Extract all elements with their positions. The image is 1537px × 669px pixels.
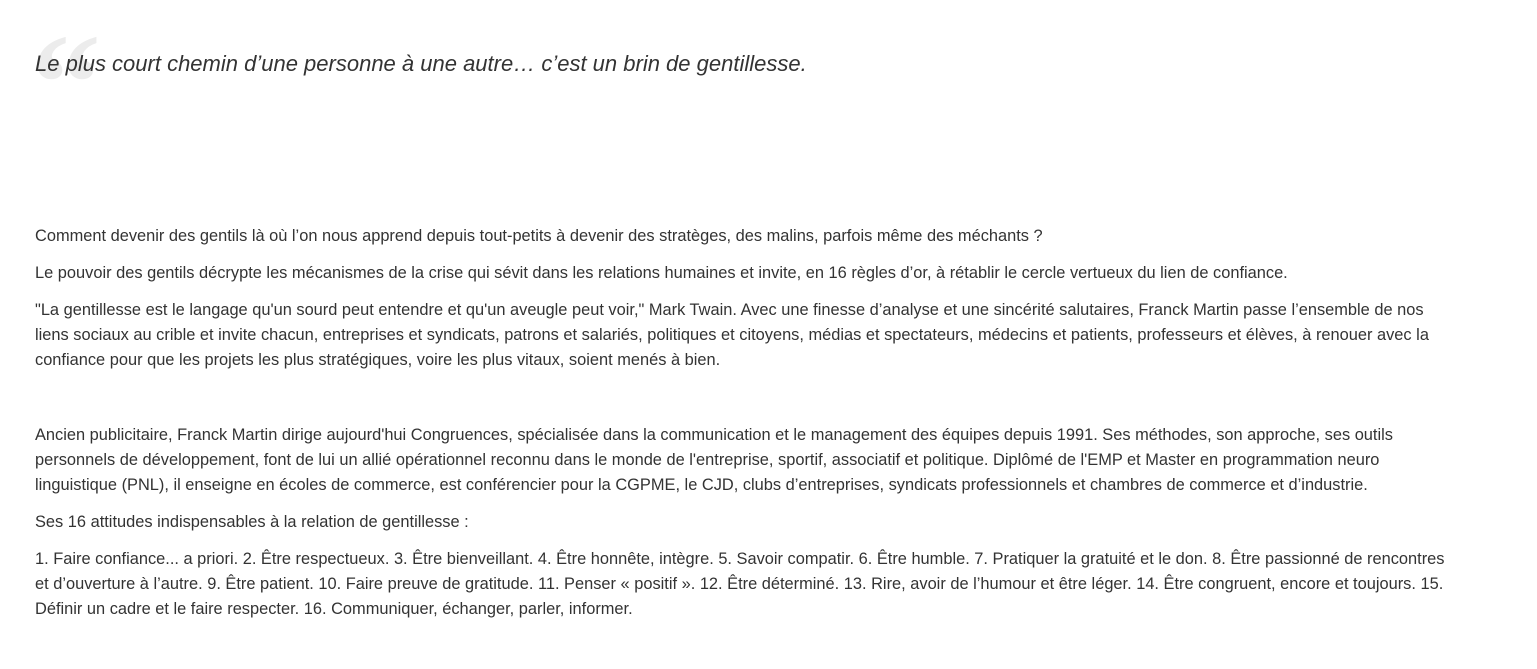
pull-quote [31, 6, 1435, 161]
description-content [35, 224, 1460, 622]
twain-quote-paragraph: "La gentillesse est le langage qu'un sourd peut entendre et qu'un aveugle peut voir," Mark Twain. Avec une finesse d’analyse et une sincérité salutaires, Franck Martin passe l’ensemble de nos liens sociaux au crible et invite chacun, entreprises et syndicats, patrons et salariés, politiques et citoyens, médias et spectateurs, médecins et patients, professeurs et élèves, à renouer avec la confiance pour que les projets les plus stratégiques, voire les plus vitaux, soient menés à bien. [35, 301, 1429, 369]
quote-mark-icon: “ [31, 6, 101, 161]
attitudes-list: 1. Faire confiance... a priori. 2. Être respectueux. 3. Être bienveillant. 4. Être honnête, intègre. 5. Savoir compatir. 6. Être humble. 7. Pratiquer la gratuité et le don. 8. Être passionné de rencontres et d’ouverture à l’autre. 9. Être patient. 10. Faire preuve de gratitude. 11. Penser « positif ». 12. Être déterminé. 13. Rire, avoir de l’humour et être léger. 14. Être congruent, encore et toujours. 15. Définir un cadre et le faire respecter. 16. Communiquer, échanger, parler, informer. [35, 550, 1445, 618]
author-bio-paragraph: Ancien publicitaire, Franck Martin dirige aujourd'hui Congruences, spécialisée dans la communication et le management des équipes depuis 1991. Ses méthodes, son approche, ses outils personnels de développement, font de lui un allié opérationnel reconnu dans le monde de l'entreprise, sportif, associatif et politique. Diplômé de l'EMP et Master en programmation neuro linguistique (PNL), il enseigne en écoles de commerce, est conférencier pour la CGPME, le CJD, clubs d’entreprises, syndicats professionnels et chambres de commerce et d’industrie. [35, 426, 1393, 494]
intro-question-paragraph: Comment devenir des gentils là où l’on nous apprend depuis tout-petits à devenir des stratèges, des malins, parfois même des méchants ? [35, 227, 1043, 245]
book-summary-paragraph: Le pouvoir des gentils décrypte les mécanismes de la crise qui sévit dans les relations humaines et invite, en 16 règles d’or, à rétablir le cercle vertueux du lien de confiance. [35, 264, 1288, 282]
quote-text: Le plus court chemin d’une personne à une autre… c’est un brin de gentillesse. [35, 51, 807, 76]
attitudes-heading: Ses 16 attitudes indispensables à la relation de gentillesse : [35, 513, 469, 531]
